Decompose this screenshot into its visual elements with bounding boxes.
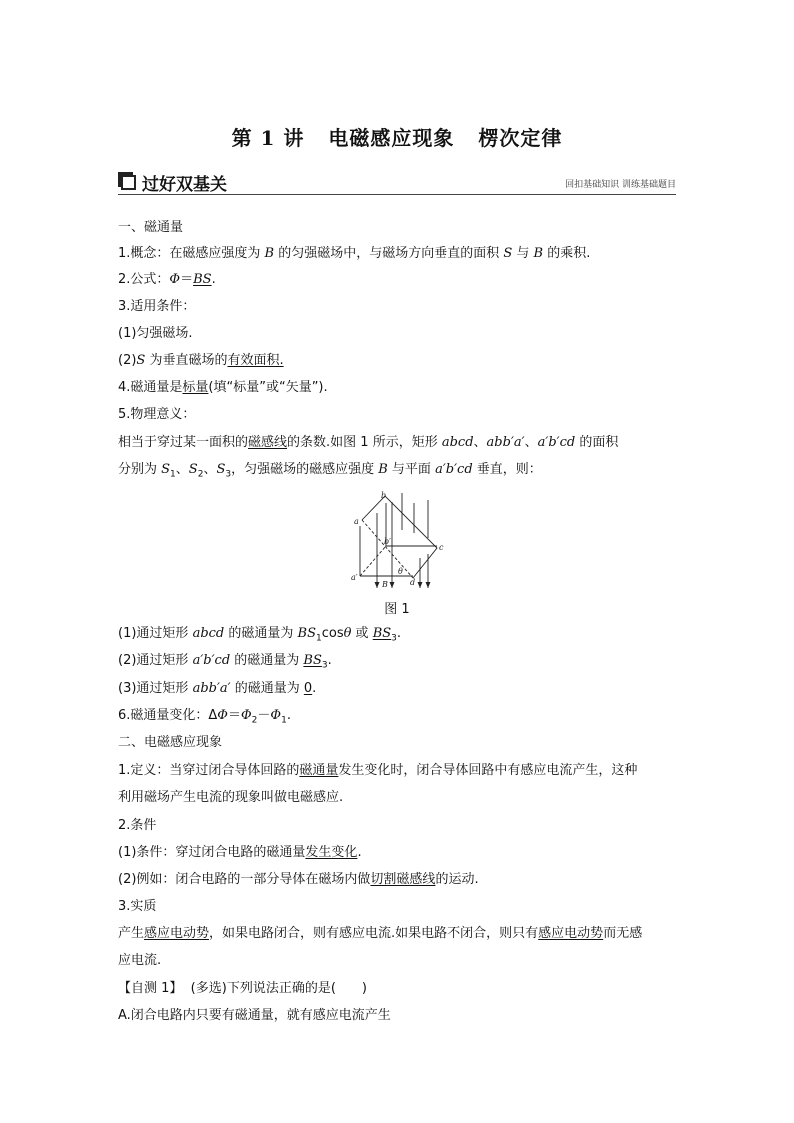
section-divider bbox=[118, 194, 676, 195]
meaning-line-1: 相当于穿过某一面积的磁感线的条数.如图 1 所示，矩形 abcd、abb′a′、a′b′cd 的面积 bbox=[118, 435, 619, 450]
formula-line: 2.公式：Φ＝BS. bbox=[118, 272, 216, 287]
label-a-prime: a′ bbox=[351, 573, 358, 582]
title-lecture: 第 1 讲 bbox=[231, 126, 305, 150]
condition-item-2: (2)例如：闭合电路的一部分导体在磁场内做切割磁感线的运动. bbox=[118, 872, 479, 887]
essence-heading: 3.实质 bbox=[118, 899, 157, 914]
label-theta: θ bbox=[398, 567, 403, 576]
conditions-line: 3.适用条件： bbox=[118, 299, 196, 314]
self-test-heading: 【自测 1】 (多选)下列说法正确的是( ) bbox=[118, 981, 367, 996]
flux-abb-prime-a-prime: (3)通过矩形 abb′a′ 的磁通量为 0. bbox=[118, 681, 317, 696]
section-label: 过好双基关 bbox=[142, 175, 227, 195]
flux-a-prime-b-prime-cd: (2)通过矩形 a′b′cd 的磁通量为 $BS_3$. bbox=[118, 653, 332, 671]
label-b-prime: b′ bbox=[384, 537, 391, 546]
section-subtitle: 回扣基础知识 训练基础题目 bbox=[565, 180, 676, 190]
definition-line-2: 利用磁场产生电流的现象叫做电磁感应. bbox=[118, 790, 344, 805]
heading-magnetic-flux: 一、磁通量 bbox=[118, 220, 184, 235]
heading-induction: 二、电磁感应现象 bbox=[118, 735, 223, 750]
flux-abcd: (1)通过矩形 abcd 的磁通量为 $BS_1\cos\theta$ 或 $BS_3$. bbox=[118, 626, 402, 644]
section-header bbox=[118, 170, 676, 196]
meaning-heading: 5.物理意义： bbox=[118, 407, 196, 422]
page-title bbox=[0, 122, 794, 151]
definition-line-1: 1.定义：当穿过闭合导体回路的磁通量发生变化时，闭合导体回路中有感应电流产生，这种 bbox=[118, 763, 638, 778]
concept-line: 1.概念：在磁感应强度为 B 的匀强磁场中，与磁场方向垂直的面积 S 与 B 的乘积. bbox=[118, 246, 591, 261]
condition-2: (2)S 为垂直磁场的有效面积. bbox=[118, 353, 284, 368]
label-d: d bbox=[410, 578, 416, 587]
condition-1: (1)匀强磁场. bbox=[118, 326, 193, 341]
figure-caption: 图 1 bbox=[384, 602, 410, 617]
label-a: a bbox=[354, 517, 359, 526]
self-test-label: 【自测 1】 bbox=[118, 981, 183, 996]
label-B: B bbox=[382, 580, 388, 589]
label-c: c bbox=[439, 543, 444, 552]
essence-line-2: 应电流. bbox=[118, 953, 162, 968]
title-topic-2: 楞次定律 bbox=[478, 126, 563, 150]
essence-line-1: 产生感应电动势，如果电路闭合，则有感应电流.如果电路不闭合，则只有感应电动势而无感 bbox=[118, 926, 643, 941]
label-b: b bbox=[381, 491, 387, 500]
figure-1-diagram bbox=[340, 488, 450, 593]
option-a: A.闭合电路内只要有磁通量，就有感应电流产生 bbox=[118, 1008, 391, 1023]
condition-heading: 2.条件 bbox=[118, 818, 157, 833]
section-square-icon bbox=[118, 172, 136, 190]
scalar-line: 4.磁通量是标量(填“标量”或“矢量”). bbox=[118, 380, 328, 395]
condition-item-1: (1)条件：穿过闭合电路的磁通量发生变化. bbox=[118, 845, 362, 860]
flux-change: 6.磁通量变化：$\Delta\Phi=\Phi_2-\Phi_1$. bbox=[118, 708, 291, 726]
title-topic-1: 电磁感应现象 bbox=[328, 126, 455, 150]
meaning-line-2: 分别为 $S_1$、$S_2$、$S_3$，匀强磁场的磁感应强度 B 与平面 a′b′cd 垂直，则： bbox=[118, 462, 542, 480]
